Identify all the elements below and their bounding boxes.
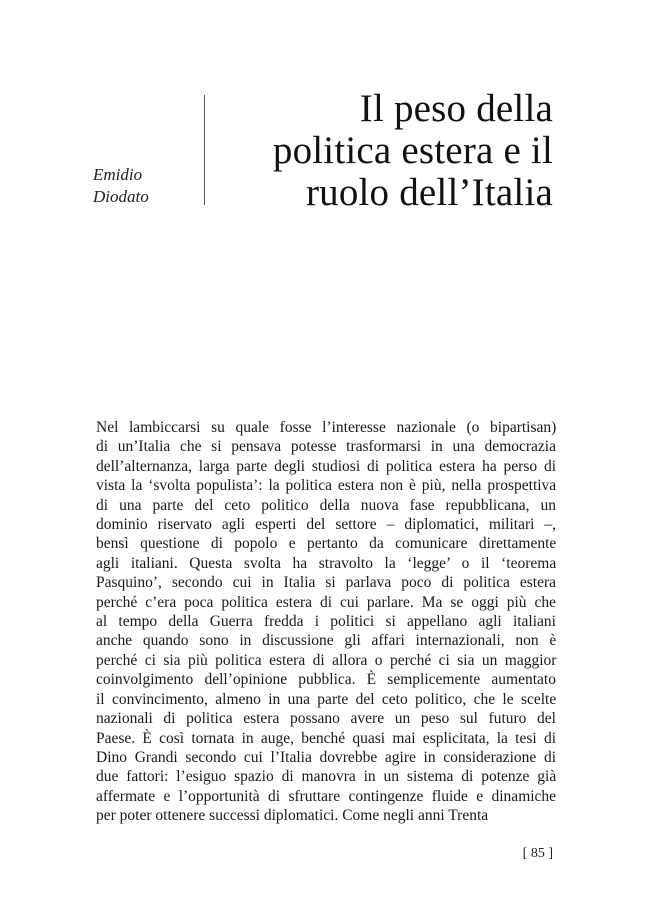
body-line: affermate e l’opportunità di sfruttare contingenze fluide e dinamiche bbox=[96, 787, 557, 805]
body-line: dominio riservato agli esperti del settore – diplomatici, militari –, bbox=[96, 516, 557, 534]
body-line: Paese. È così tornata in auge, benché quasi mai esplicitata, la tesi di bbox=[96, 729, 556, 747]
vertical-divider bbox=[204, 95, 205, 205]
page-number: [ 85 ] bbox=[522, 846, 553, 861]
author-first-name: Emidio bbox=[93, 165, 143, 184]
body-line: dell’alternanza, larga parte degli studiosi di politica estera ha perso di bbox=[96, 457, 556, 475]
body-line: anche quando sono in discussione gli affari internazionali, non è bbox=[96, 632, 557, 650]
body-line: per poter ottenere successi diplomatici. Come negli anni Trenta bbox=[96, 807, 489, 825]
author-last-name: Diodato bbox=[93, 187, 149, 206]
body-line: il convincimento, almeno in una parte del ceto politico, che le scelte bbox=[96, 690, 557, 708]
body-line: Pasquino’, secondo cui in Italia si parlava poco di politica estera bbox=[96, 574, 557, 592]
body-line: vista la ‘svolta populista’: la politica estera non è più, nella prospettiva bbox=[96, 477, 557, 495]
body-line: agli italiani. Questa svolta ha stravolto la ‘legge’ o il ‘teorema bbox=[96, 554, 557, 572]
title-line: politica estera e il bbox=[272, 129, 553, 172]
author-name bbox=[93, 164, 149, 208]
body-line: al tempo della Guerra fredda i politici si appellano agli italiani bbox=[96, 613, 556, 631]
body-line: di un’Italia che si pensava potesse trasformarsi in una democrazia bbox=[96, 438, 556, 456]
title-line: ruolo dell’Italia bbox=[305, 171, 553, 214]
body-line: Nel lambiccarsi su quale fosse l’interesse nazionale (o bipartisan) bbox=[96, 419, 557, 436]
body-paragraph bbox=[96, 418, 556, 826]
title-line: Il peso della bbox=[359, 87, 553, 130]
body-line: Dino Grandi secondo cui l’Italia dovrebbe agire in considerazione di bbox=[96, 748, 556, 766]
body-line: perché c’era poca politica estera di cui parlare. Ma se oggi più che bbox=[96, 593, 556, 611]
body-line: perché ci sia più politica estera di allora o perché ci sia un maggior bbox=[96, 651, 557, 669]
body-line: bensì questione di popolo e pertanto da comunicare direttamente bbox=[96, 535, 557, 553]
body-line: nazionali di politica estera possano avere un peso sul futuro del bbox=[96, 710, 556, 728]
body-line: coinvolgimento dell’opinione pubblica. È semplicemente aumentato bbox=[96, 671, 556, 689]
chapter-title bbox=[273, 88, 553, 214]
body-line: di una parte del ceto politico della nuova fase repubblicana, un bbox=[96, 496, 556, 514]
body-line: due fattori: l’esiguo spazio di manovra in un sistema di potenze già bbox=[96, 768, 557, 786]
